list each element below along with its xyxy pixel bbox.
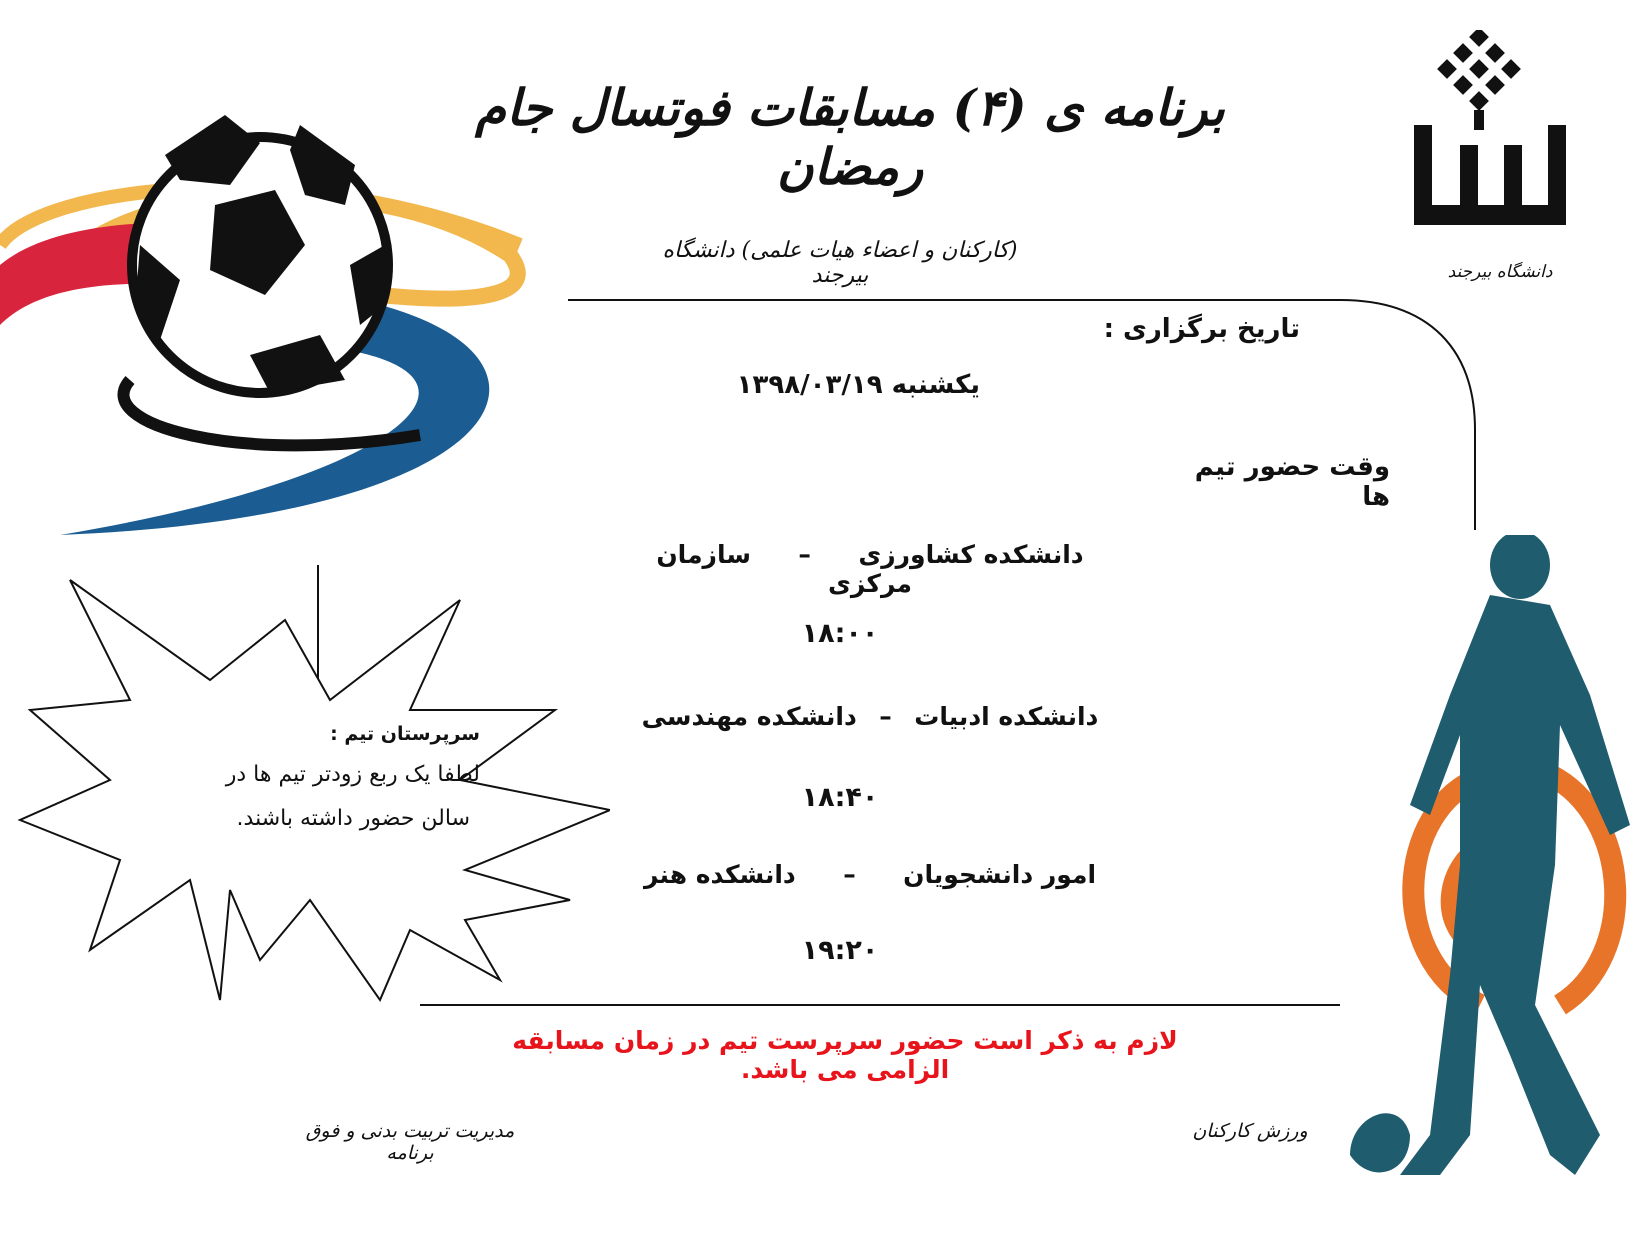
match-separator: – (879, 702, 892, 731)
team-a: امور دانشجویان (903, 860, 1097, 889)
player-silhouette-icon (1340, 535, 1635, 1205)
warning-text: لازم به ذکر است حضور سرپرست تیم در زمان مسابقه الزامی می باشد. (512, 1026, 1178, 1084)
team-a: دانشکده ادبیات (914, 702, 1099, 731)
match-separator: – (843, 860, 856, 889)
team-b: دانشکده مهندسی (641, 702, 857, 731)
match-time: ۱۹:۲۰ (801, 935, 879, 966)
attendance-label: وقت حضور تیم ها (1194, 452, 1390, 512)
page-title: برنامه ی (۴) مسابقات فوتسال جام رمضان (475, 78, 1225, 196)
page-subtitle: (کارکنان و اعضاء هیات علمی) دانشگاه بیرجند (662, 238, 1018, 288)
notice-line-2: سالن حضور داشته باشند. (236, 806, 470, 831)
team-b: دانشکده هنر (643, 860, 796, 889)
match-time: ۱۸:۴۰ (801, 782, 879, 813)
match-separator: – (798, 540, 811, 569)
date-value: یکشنبه ۱۳۹۸/۰۳/۱۹ (736, 370, 980, 400)
notice-line-1: لطفا یک ربع زودتر تیم ها در (225, 762, 480, 787)
right-signature: ورزش کارکنان (1192, 1120, 1308, 1142)
match-row (620, 702, 1120, 731)
match-row (620, 540, 1120, 598)
left-signature: مدیریت تربیت بدنی و فوق برنامه (305, 1120, 515, 1164)
match-row (620, 860, 1120, 889)
starburst-shape (10, 570, 610, 1010)
match-time: ۱۸:۰۰ (801, 618, 879, 649)
date-label: تاریخ برگزاری : (1103, 314, 1300, 344)
logo-caption: دانشگاه بیرجند (1447, 262, 1553, 282)
notice-heading: سرپرستان تیم : (330, 723, 480, 745)
team-a: دانشکده کشاورزی (858, 540, 1084, 569)
team-b: سازمان مرکزی (656, 540, 913, 598)
